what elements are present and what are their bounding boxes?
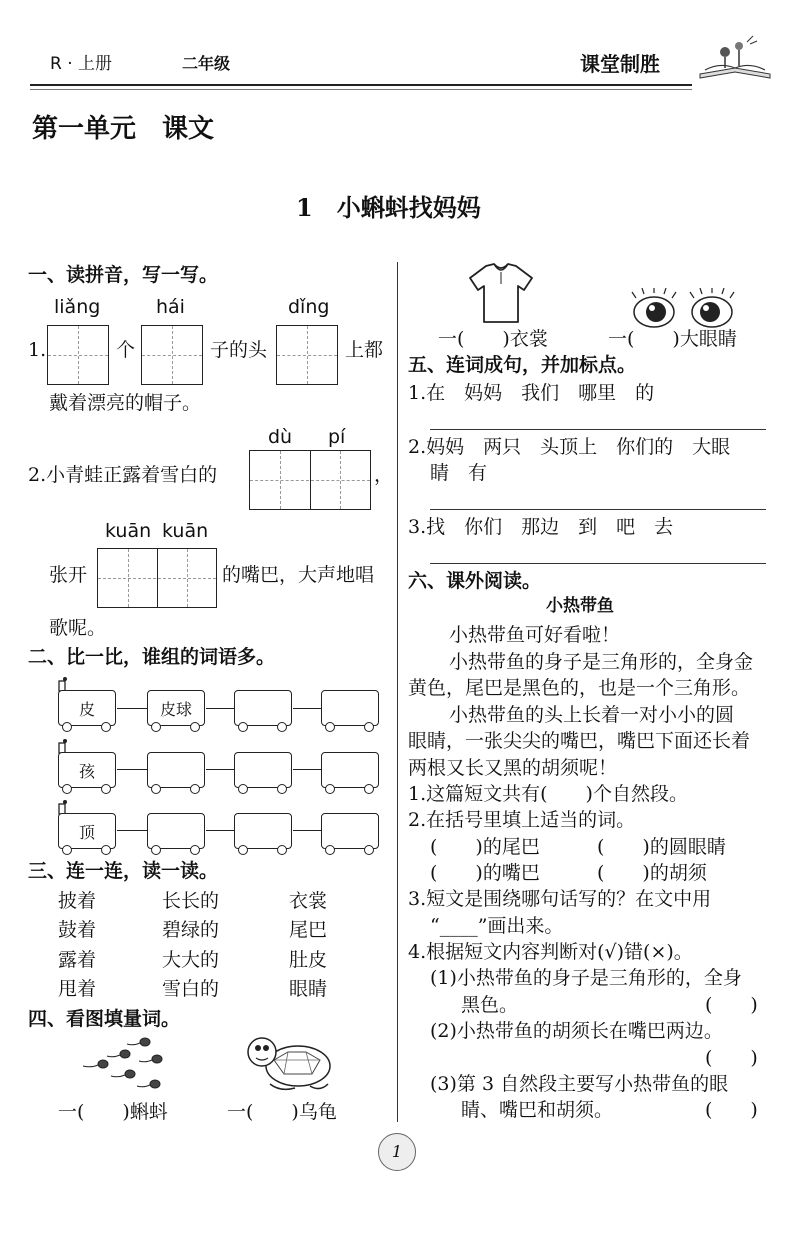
wheel bbox=[151, 845, 161, 855]
train-car-3[interactable] bbox=[321, 690, 379, 726]
p1-number: 1. bbox=[28, 339, 47, 361]
question-2: 2.在括号里填上适当的词。 bbox=[408, 809, 636, 831]
train-car-1[interactable] bbox=[147, 813, 205, 849]
p1-word-zidetou: 子的头 bbox=[210, 339, 268, 361]
wheel bbox=[190, 845, 200, 855]
connector bbox=[293, 708, 321, 709]
sentence-q3: 3.找 你们 那边 到 吧 去 bbox=[408, 516, 674, 538]
p1-word-ge: 个 bbox=[116, 339, 136, 361]
wheel bbox=[325, 784, 335, 794]
connector bbox=[117, 708, 147, 709]
train-car-2[interactable] bbox=[234, 690, 292, 726]
header-edition: R · 上册 bbox=[50, 54, 113, 74]
sentence-q1: 1.在 妈妈 我们 哪里 的 bbox=[408, 382, 655, 404]
wheel bbox=[190, 784, 200, 794]
judge-3b: 睛、嘴巴和胡须。 bbox=[461, 1099, 614, 1121]
connector bbox=[117, 769, 147, 770]
match-item[interactable]: 肚皮 bbox=[289, 949, 328, 971]
match-item[interactable]: 露着 bbox=[58, 949, 97, 971]
writing-box-dupi[interactable] bbox=[249, 450, 371, 510]
wheel bbox=[325, 845, 335, 855]
unit-title: 第一单元 课文 bbox=[32, 114, 215, 144]
shirt-image bbox=[466, 262, 536, 324]
flag-icon bbox=[58, 738, 70, 752]
section-3-heading: 三、连一连，读一读。 bbox=[28, 860, 219, 882]
measure-word-eyes[interactable]: 一( )大眼睛 bbox=[608, 328, 737, 350]
pinyin-pi: pí bbox=[328, 426, 346, 448]
p3-line2: 歌呢。 bbox=[49, 617, 107, 639]
match-item[interactable]: 衣裳 bbox=[289, 890, 328, 912]
wheel bbox=[364, 784, 374, 794]
wheel bbox=[190, 722, 200, 732]
answer-line-q3[interactable] bbox=[430, 563, 766, 564]
judge-2-answer[interactable]: ( ) bbox=[705, 1047, 758, 1069]
wheel bbox=[364, 722, 374, 732]
pinyin-hai: hái bbox=[156, 296, 185, 318]
wheel bbox=[277, 722, 287, 732]
reading-para1: 小热带鱼可好看啦！ bbox=[449, 624, 621, 646]
judge-1-answer[interactable]: ( ) bbox=[705, 994, 758, 1016]
header-rule bbox=[30, 84, 692, 86]
header-rule-thin bbox=[30, 89, 692, 90]
header-grade: 二年级 bbox=[182, 54, 231, 73]
wheel bbox=[62, 845, 72, 855]
judge-2: (2)小热带鱼的胡须长在嘴巴两边。 bbox=[430, 1020, 723, 1042]
train-car-3[interactable] bbox=[321, 813, 379, 849]
match-item[interactable]: 甩着 bbox=[58, 978, 97, 1000]
wheel bbox=[62, 784, 72, 794]
tadpoles-image bbox=[75, 1034, 175, 1096]
wheel bbox=[151, 784, 161, 794]
measure-word-tadpole[interactable]: 一( )蝌蚪 bbox=[58, 1101, 168, 1123]
writing-box-hai[interactable] bbox=[141, 325, 203, 385]
judge-3a: (3)第 3 自然段主要写小热带鱼的眼 bbox=[430, 1073, 729, 1095]
section-4-heading: 四、看图填量词。 bbox=[28, 1008, 181, 1030]
question-3b: “____”画出来。 bbox=[430, 915, 564, 937]
wheel bbox=[277, 845, 287, 855]
answer-line-q2[interactable] bbox=[430, 509, 766, 510]
reading-para2a: 小热带鱼的身子是三角形的，全身金 bbox=[449, 651, 754, 673]
sentence-q2b: 睛 有 bbox=[430, 462, 488, 484]
wheel bbox=[238, 784, 248, 794]
wheel bbox=[238, 722, 248, 732]
flag-icon bbox=[58, 676, 70, 690]
header-brand: 课堂制胜 bbox=[580, 52, 660, 76]
pinyin-kuan2: kuān bbox=[162, 520, 209, 542]
measure-word-clothes[interactable]: 一( )衣裳 bbox=[438, 328, 548, 350]
pinyin-kuan1: kuān bbox=[105, 520, 152, 542]
writing-box-ding[interactable] bbox=[276, 325, 338, 385]
fill-mouth[interactable]: ( )的嘴巴 bbox=[430, 862, 540, 884]
section-2-heading: 二、比一比，谁组的词语多。 bbox=[28, 646, 276, 668]
reading-title: 小热带鱼 bbox=[546, 596, 614, 616]
judge-3-answer[interactable]: ( ) bbox=[705, 1099, 758, 1121]
sentence-q2a: 2.妈妈 两只 头顶上 你们的 大眼 bbox=[408, 436, 731, 458]
connector bbox=[293, 830, 321, 831]
fill-round-eyes[interactable]: ( )的圆眼睛 bbox=[597, 836, 726, 858]
wheel bbox=[62, 722, 72, 732]
connector bbox=[293, 769, 321, 770]
wheel bbox=[364, 845, 374, 855]
train-head-pi: 皮 bbox=[58, 690, 116, 726]
page-number-badge bbox=[378, 1133, 416, 1171]
match-item[interactable]: 长长的 bbox=[162, 890, 220, 912]
train-car-1[interactable] bbox=[147, 752, 205, 788]
page-number: 1 bbox=[391, 1142, 403, 1161]
p3-post: 的嘴巴，大声地唱 bbox=[222, 564, 375, 586]
p1-word-shangdou: 上都 bbox=[345, 339, 384, 361]
connector bbox=[206, 830, 234, 831]
question-3a: 3.短文是围绕哪句话写的？在文中用 bbox=[408, 888, 712, 910]
question-1: 1.这篇短文共有( )个自然段。 bbox=[408, 783, 688, 805]
measure-word-turtle[interactable]: 一( )乌龟 bbox=[227, 1101, 337, 1123]
match-item[interactable]: 尾巴 bbox=[289, 919, 328, 941]
connector bbox=[206, 708, 234, 709]
wheel bbox=[151, 722, 161, 732]
reading-para3b: 眼睛，一张尖尖的嘴巴，嘴巴下面还长着 bbox=[408, 730, 751, 752]
turtle-image bbox=[240, 1030, 335, 1096]
p1-line2: 戴着漂亮的帽子。 bbox=[49, 392, 202, 414]
train-car-2[interactable] bbox=[234, 813, 292, 849]
column-divider bbox=[397, 262, 398, 1122]
wheel bbox=[101, 845, 111, 855]
section-5-heading: 五、连词成句，并加标点。 bbox=[408, 354, 637, 376]
match-item[interactable]: 大大的 bbox=[162, 949, 220, 971]
wheel bbox=[325, 722, 335, 732]
fill-tail[interactable]: ( )的尾巴 bbox=[430, 836, 540, 858]
wheel bbox=[101, 722, 111, 732]
train-car-2[interactable] bbox=[234, 752, 292, 788]
reading-para3a: 小热带鱼的头上长着一对小小的圆 bbox=[449, 704, 735, 726]
writing-box-liang[interactable] bbox=[47, 325, 109, 385]
wheel bbox=[277, 784, 287, 794]
match-item[interactable]: 眼睛 bbox=[289, 978, 328, 1000]
reading-para2b: 黄色，尾巴是黑色的，也是一个三角形。 bbox=[408, 677, 751, 699]
pinyin-du: dù bbox=[268, 426, 293, 448]
connector bbox=[117, 830, 147, 831]
connector bbox=[206, 769, 234, 770]
answer-line-q1[interactable] bbox=[430, 429, 766, 430]
train-head-ding: 顶 bbox=[58, 813, 116, 849]
train-head-hai: 孩 bbox=[58, 752, 116, 788]
section-1-heading: 一、读拼音，写一写。 bbox=[28, 264, 219, 286]
pinyin-liang: liǎng bbox=[54, 296, 101, 318]
train-car-3[interactable] bbox=[321, 752, 379, 788]
reading-para3c: 两根又长又黑的胡须呢！ bbox=[408, 757, 618, 779]
section-6-heading: 六、课外阅读。 bbox=[408, 570, 542, 592]
p2-comma: ， bbox=[374, 464, 394, 486]
question-4: 4.根据短文内容判断对(√)错(×)。 bbox=[408, 941, 693, 963]
judge-1a: (1)小热带鱼的身子是三角形的，全身 bbox=[430, 967, 742, 989]
match-item[interactable]: 鼓着 bbox=[58, 919, 97, 941]
p3-pre: 张开 bbox=[49, 564, 88, 586]
match-item[interactable]: 披着 bbox=[58, 890, 97, 912]
judge-1b: 黑色。 bbox=[461, 994, 519, 1016]
eyes-image bbox=[628, 288, 738, 332]
header-book-icon bbox=[695, 32, 775, 82]
pinyin-ding: dǐng bbox=[288, 296, 330, 318]
train-car-1[interactable]: 皮球 bbox=[147, 690, 205, 726]
match-item[interactable]: 碧绿的 bbox=[162, 919, 220, 941]
lesson-title: 1 小蝌蚪找妈妈 bbox=[296, 193, 481, 222]
fill-whiskers[interactable]: ( )的胡须 bbox=[597, 862, 707, 884]
p2-text: 2.小青蛙正露着雪白的 bbox=[28, 464, 218, 486]
wheel bbox=[101, 784, 111, 794]
flag-icon bbox=[58, 799, 70, 813]
writing-box-kuankuan[interactable] bbox=[97, 548, 217, 608]
match-item[interactable]: 雪白的 bbox=[162, 978, 220, 1000]
wheel bbox=[238, 845, 248, 855]
